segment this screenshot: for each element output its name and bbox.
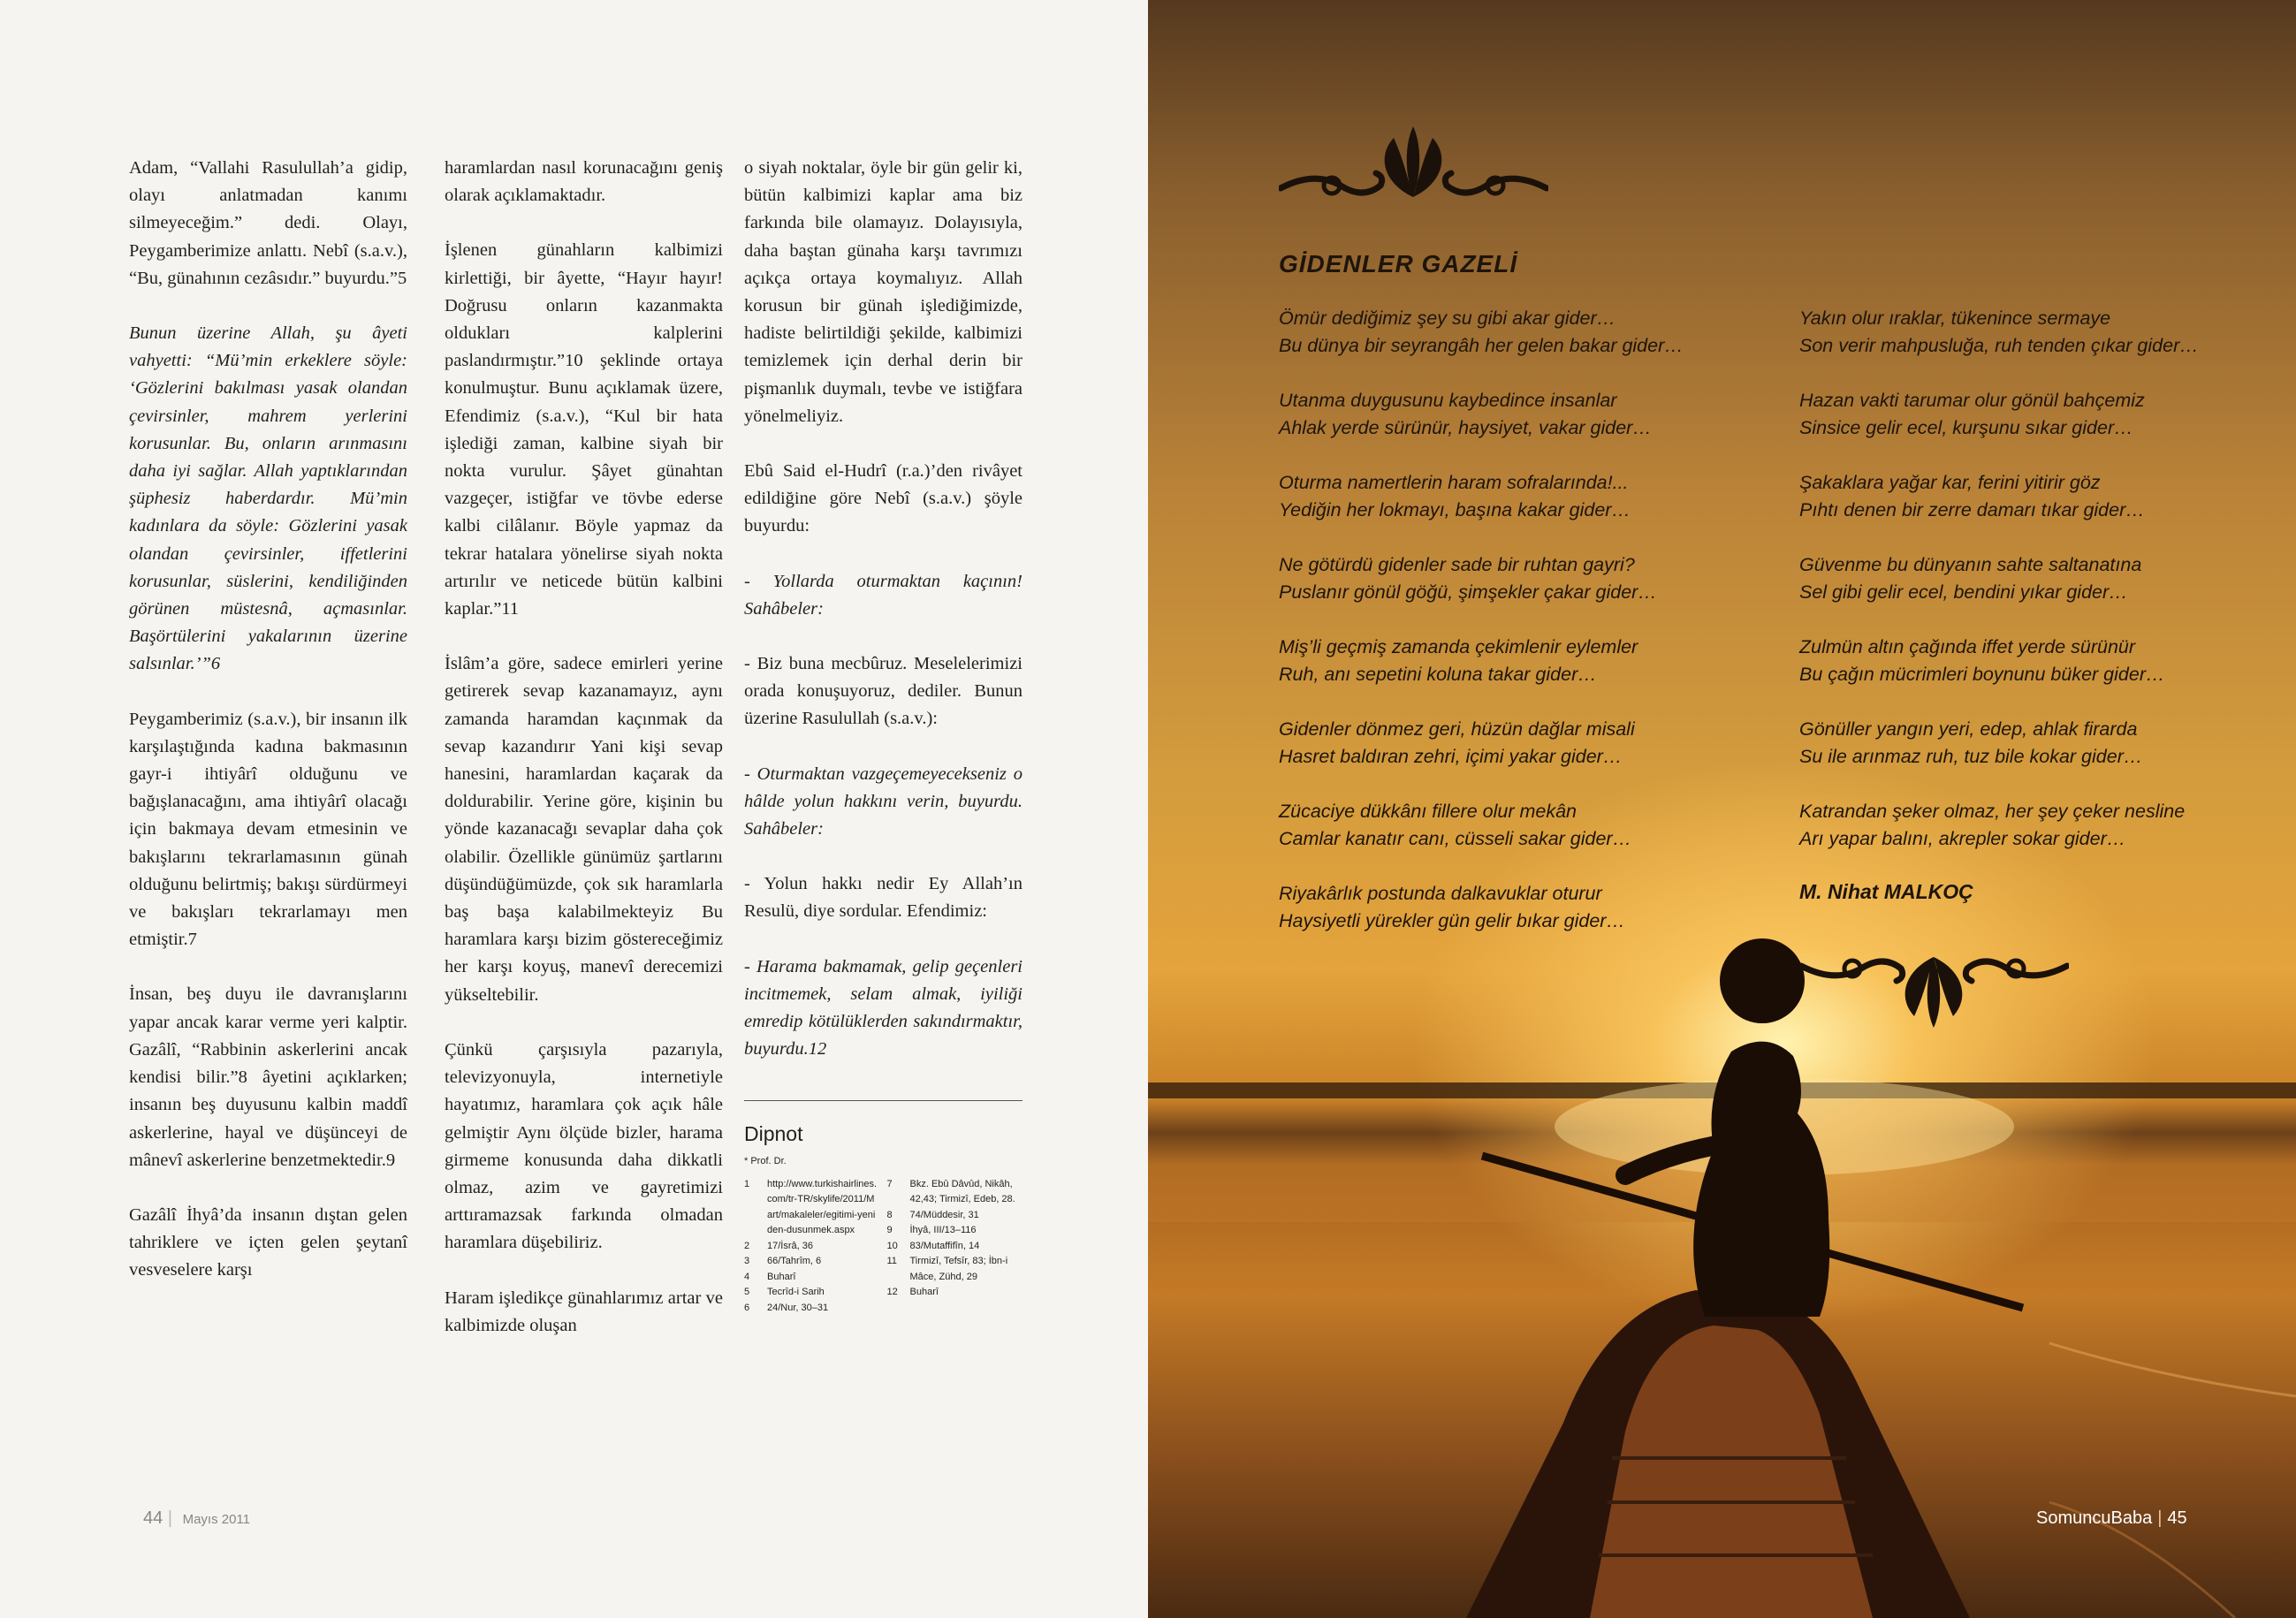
footnote: 8 74/Müddesir, 31 [886,1209,979,1220]
column-1 [129,155,407,1312]
footnote: 7 Bkz. Ebû Dâvûd, Nikâh, 42,43; Tirmizî, Edeb, 28. [886,1178,1015,1205]
poem-title: GİDENLER GAZELİ [1279,250,1518,277]
footnotes-col-a [744,1177,880,1317]
stanza: Ne götürdü gidenler sade bir ruhtan gayri? Puslanır gönül göğü, şimşekler çakar gider… [1279,554,1657,603]
footnote: 9 İhyâ, III/13–116 [886,1225,977,1236]
stanza: Güvenme bu dünyanın sahte saltanatına Sel gibi gelir ecel, bendini yıkar gider… [1799,554,2142,603]
stanza: Utanma duygusunu kaybedince insanlar Ahlak yerde sürünür, haysiyet, vakar gider… [1279,390,1652,438]
page-number: 45 [2167,1508,2187,1528]
stanza: Şakaklara yağar kar, ferini yitirir göz Pıhtı denen bir zerre damarı tıkar gider… [1799,472,2145,520]
paragraph: - Oturmaktan vazgeçemeyecekseniz o hâlde yolun hakkını verin, buyurdu. Sahâbeler: [744,763,1023,839]
footnote: 10 83/Mutaffifîn, 14 [886,1240,980,1251]
footnote: 2 17/İsrâ, 36 [744,1240,813,1251]
paragraph: Peygamberimiz (s.a.v.), bir insanın ilk karşılaştığında kadına bakmasının gayr-i ihtiyârî olduğunu ve bağışlanacağını, ama ihtiyârî olacağı için bakmaya devam etmesinin ve bakışlarını tekrarlamasının günah olduğunu belirtmiş; bakışı sürdürmeyi ve bakışları tekrarlamayı men etmiştir.7 [129,709,407,950]
paragraph: Haram işledikçe günahlarımız artar ve kalbimizde oluşan [445,1288,723,1335]
footnote: 3 66/Tahrîm, 6 [744,1256,822,1267]
footnote: 1 http://www.turkishairlines.com/tr-TR/skylife/2011/Mart/makaleler/egitimi-yeniden-dusunmek.aspx [744,1178,878,1236]
paragraph: Gazâlî İhyâ’da insanın dıştan gelen tahriklere ve içten gelen şeytanî vesveselere karşı [129,1204,407,1280]
stanza: Riyakârlık postunda dalkavuklar oturur Haysiyetli yürekler gün gelir bıkar gider… [1279,883,1625,931]
paragraph: - Yolun hakkı nedir Ey Allah’ın Resulü, diye sordular. Efendimiz: [744,874,1023,922]
footnotes [744,1177,1023,1317]
stanza: Zulmün altın çağında iffet yerde sürünür Bu çağın mücrimleri boynunu büker gider… [1799,636,2165,685]
footnotes-col-b [887,1177,1023,1317]
stanza: Katrandan şeker olmaz, her şey çeker nesline Arı yapar balını, akrepler sokar gider… [1799,801,2186,849]
author-note: * Prof. Dr. [744,1155,787,1166]
poem-column-left [1279,305,1774,962]
bottom-ornament-icon [1799,944,2069,1032]
poem-author: M. Nihat MALKOÇ [1799,880,1973,903]
footnote: 12 Buharî [886,1287,939,1298]
issue-date: Mayıs 2011 [182,1512,251,1527]
paragraph: İslâm’a göre, sadece emirleri yerine getirerek sevap kazanamayız, aynı zamanda haramdan kaçınmak da sevap kazandırır Yani kişi sevap hanesini, haramlardan kaçarak da doldurabilir. Yerine göre, kişinin bu yönde kazanacağı sevaplar daha çok olabilir. Özellikle günümüz şartlarını düşündüğümüzde, çok sık haramlarla baş başa kalabilmekteyiz Bu haramlara karşı bizim göstereceğimiz her karşı koyuş, manevî derecemizi yükseltebilir. [445,654,723,1005]
stanza: Oturma namertlerin haram sofralarında!... Yediğin her lokmayı, başına kakar gider… [1279,472,1631,520]
stanza: Miş’li geçmiş zamanda çekimlenir eylemler Ruh, anı sepetini koluna takar gider… [1279,636,1638,685]
page-number: 44 [143,1508,163,1528]
stanza: Gönüller yangın yeri, edep, ahlak firarda Su ile arınmaz ruh, tuz bile kokar gider… [1799,718,2143,767]
stanza: Ömür dediğimiz şey su gibi akar gider… Bu dünya bir seyrangâh her gelen bakar gider… [1279,308,1684,356]
stanza: Gidenler dönmez geri, hüzün dağlar misali Hasret baldıran zehri, içimi yakar gider… [1279,718,1635,767]
stanza: Zücaciye dükkânı fillere olur mekân Camlar kanatır canı, cüsseli sakar gider… [1279,801,1632,849]
column-2 [445,155,723,1367]
footnote: 4 Buharî [744,1271,796,1282]
stanza: Yakın olur ıraklar, tükenince sermaye Son verir mahpusluğa, ruh tenden çıkar gider… [1799,308,2199,356]
stanza: Hazan vakti tarumar olur gönül bahçemiz Sinsice gelir ecel, kurşunu sıkar gider… [1799,390,2145,438]
paragraph: haramlardan nasıl korunacağını geniş olarak açıklamaktadır. [445,158,723,206]
right-page [1148,0,2296,1618]
footnote: 6 24/Nur, 30–31 [744,1302,829,1313]
paragraph: İnsan, beş duyu ile davranışlarını yapar ancak karar verme yeri kalptir. Gazâlî, “Rabbinin askerlerini ancak kendisi bilir.”8 âyetini açıklarken; insanın beş duyusunu kalbin maddî askerlerine, hayal ve düşünceyi de mânevî askerlerine benzetmektedir.9 [129,984,407,1170]
paragraph: - Yollarda oturmaktan kaçının! Sahâbeler: [744,571,1023,619]
paragraph: - Harama bakmamak, gelip geçenleri incitmemek, selam almak, iyiliği emredip kötülüklerden sakındırmaktır, buyurdu.12 [744,956,1023,1060]
poem-column-right [1799,305,2294,906]
column-3 [744,155,1023,1316]
footnote: 11 Tirmizî, Tefsîr, 83; İbn-i Mâce, Zühd, 29 [886,1256,1008,1282]
paragraph: Çünkü çarşısıyla pazarıyla, televizyonuyla, internetiyle hayatımız, haramlara çok açık hâle gelmiştir Aynı ölçüde bizler, harama girmeme konusunda daha dikkatli olmaz, azim ve gayretimizi arttıramazsak farkında olmadan haramlara düşebiliriz. [445,1039,723,1253]
paragraph: Ebû Said el-Hudrî (r.a.)’den rivâyet edildiğine göre Nebî (s.a.v.) şöyle buyurdu: [744,461,1023,536]
page-folio-right: SomuncuBaba | 45 [2036,1508,2187,1528]
paragraph: Bunun üzerine Allah, şu âyeti vahyetti: “Mü’min erkeklere söyle: ‘Gözlerini bakılması yasak olandan çevirsinler, mahrem yerlerini korusunlar. Bu, onların arınmasını daha iyi sağlar. Allah yaptıklarından şüphesiz haberdardır. Mü’min kadınlara da söyle: Gözlerini yasak olandan çevirsinler, iffetlerini korusunlar, süslerini, kendiliğinden görünen müstesnâ, açmasınlar. Başörtülerini yakalarının üzerine salsınlar.’”6 [129,323,407,674]
footnote: 5 Tecrîd-i Sarih [744,1287,825,1298]
paragraph: Adam, “Vallahi Rasulullah’a gidip, olayı anlatmadan kanımı silmeyeceğim.” dedi. Olayı, Peygamberimize anlattı. Nebî (s.a.v.), “Bu, günahının cezâsıdır.” buyurdu.”5 [129,158,407,288]
page-folio-left: 44 | Mayıs 2011 [143,1508,251,1528]
paragraph: İşlenen günahların kalbimizi kirlettiği, bir âyette, “Hayır hayır! Doğrusu onların kazanmakta oldukları kalplerini paslandırmıştır.”10 şeklinde ortaya konulmuştur. Bunu açıklamak üzere, Efendimiz (s.a.v.), “Kul bir hata işlediği zaman, kalbine siyah bir nokta vurulur. Şâyet günahtan vazgeçer, istiğfar ve tövbe ederse kalbi cilâlanır. Böyle yapmaz da tekrar hatalara yönelirse siyah nokta artırılır ve neticede bütün kalbini kaplar.”11 [445,240,723,619]
magazine-name: SomuncuBaba [2036,1508,2153,1528]
paragraph: - Biz buna mecbûruz. Meselelerimizi orada konuşuyoruz, dediler. Bunun üzerine Rasulullah (s.a.v.): [744,654,1023,729]
paragraph: o siyah noktalar, öyle bir gün gelir ki, bütün kalbimizi kaplar ama biz farkında bile olamayız. Dolayısıyla, daha baştan günaha karşı tavrımızı açıkça ortaya koymalıyız. Allah korusun bir günah işlediğimizde, hadiste belirtildiği şekilde, kalbimizi temizlemek için derhal derin bir pişmanlık duymalı, tevbe ve istiğfara yönelmeliyiz. [744,158,1023,426]
footnotes-heading: Dipnot [744,1100,1023,1148]
top-ornament-icon [1279,122,1548,210]
